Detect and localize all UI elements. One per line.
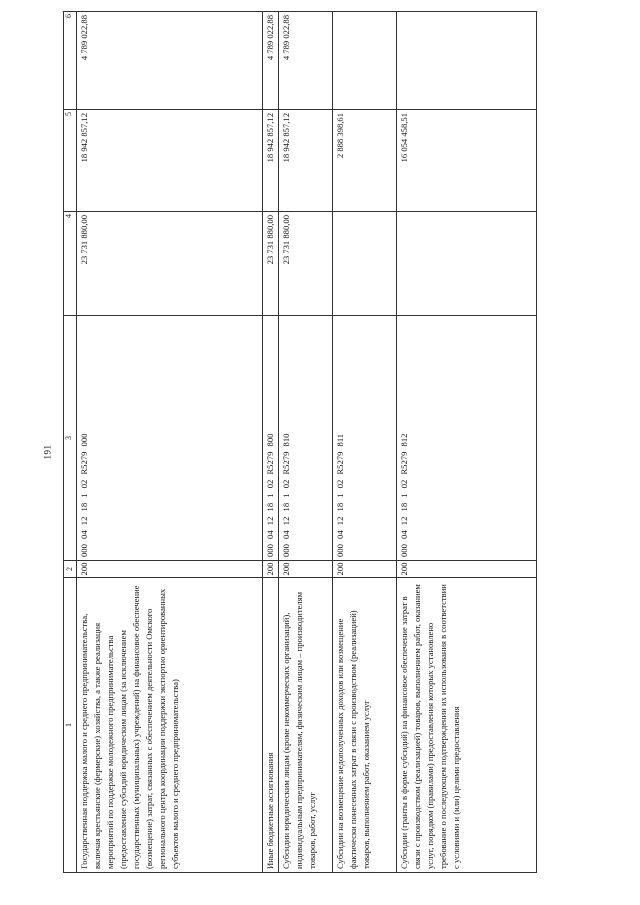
row-col6: 4 789 022,88 [263, 12, 279, 110]
header-col-1: 1 [64, 578, 77, 873]
row-col6 [333, 12, 397, 110]
row-col4: 23 731 880,00 [279, 212, 333, 316]
table-row [333, 12, 397, 873]
row-col5: 18 942 857,12 [263, 110, 279, 212]
row-classification: 000 04 12 18 1 02 R5279 811 [333, 316, 397, 561]
row-col6: 4 789 022,88 [279, 12, 333, 110]
row-col4 [333, 212, 397, 316]
row-code: 200 [263, 561, 279, 578]
row-col5: 18 942 857,12 [279, 110, 333, 212]
row-col4 [397, 212, 537, 316]
header-col-5: 5 [64, 110, 77, 212]
budget-table [63, 11, 537, 873]
row-col6: 4 789 022,88 [77, 12, 263, 110]
row-col5: 18 942 857,12 [77, 110, 263, 212]
table-header-row [64, 12, 77, 873]
table-row [397, 12, 537, 873]
row-classification: 000 04 12 18 1 02 R5279 810 [279, 316, 333, 561]
table-row [263, 12, 279, 873]
header-col-4: 4 [64, 212, 77, 316]
table-row [77, 12, 263, 873]
row-classification: 000 04 12 18 1 02 R5279 000 [77, 316, 263, 561]
budget-table-rotated [63, 14, 593, 873]
row-name: Субсидии юридическим лицам (кроме некоммерческих организаций), индивидуальным предпринимателям, физическим лицам – производителям товаров, работ, услуг [279, 578, 333, 873]
row-name: Субсидии на возмещение недополученных доходов или возмещение фактически понесенных затрат в связи с производством (реализацией) товаров, выполнением работ, оказанием услуг [333, 578, 397, 873]
row-col5: 16 054 458,51 [397, 110, 537, 212]
row-col4: 23 731 880,00 [77, 212, 263, 316]
row-code: 200 [397, 561, 537, 578]
page-number: 191 [42, 444, 53, 460]
row-code: 200 [279, 561, 333, 578]
header-col-6: 6 [64, 12, 77, 110]
row-name: Субсидии (гранты в форме субсидий) на финансовое обеспечение затрат в связи с производством (реализацией) товаров, выполнением работ, оказанием услуг, порядком (правилами) предоставления которых установлено требование о последующем подтверждении их использования в соответствии с условиями и (или) целями предоставления [397, 578, 537, 873]
row-col6 [397, 12, 537, 110]
row-name: Государственная поддержка малого и среднего предпринимательства, включая крестьянские (фермерские) хозяйства, а также реализация мероприятий по поддержке молодежного предпринимательства (предоставление субсидий юридическим лицам (за исключением государственных (муниципальных) учреждений) на финансовое обеспечение (возмещение) затрат, связанных с обеспечением деятельности Омского регионального центра координации поддержки экспортно ориентированных субъектов малого и среднего предпринимательства) [77, 578, 263, 873]
row-classification: 000 04 12 18 1 02 R5279 800 [263, 316, 279, 561]
row-col5: 2 888 398,61 [333, 110, 397, 212]
header-col-2: 2 [64, 561, 77, 578]
header-col-3: 3 [64, 316, 77, 561]
row-col4: 23 731 880,00 [263, 212, 279, 316]
row-code: 200 [77, 561, 263, 578]
row-name: Иные бюджетные ассигнования [263, 578, 279, 873]
table-row [279, 12, 333, 873]
row-classification: 000 04 12 18 1 02 R5279 812 [397, 316, 537, 561]
row-code: 200 [333, 561, 397, 578]
